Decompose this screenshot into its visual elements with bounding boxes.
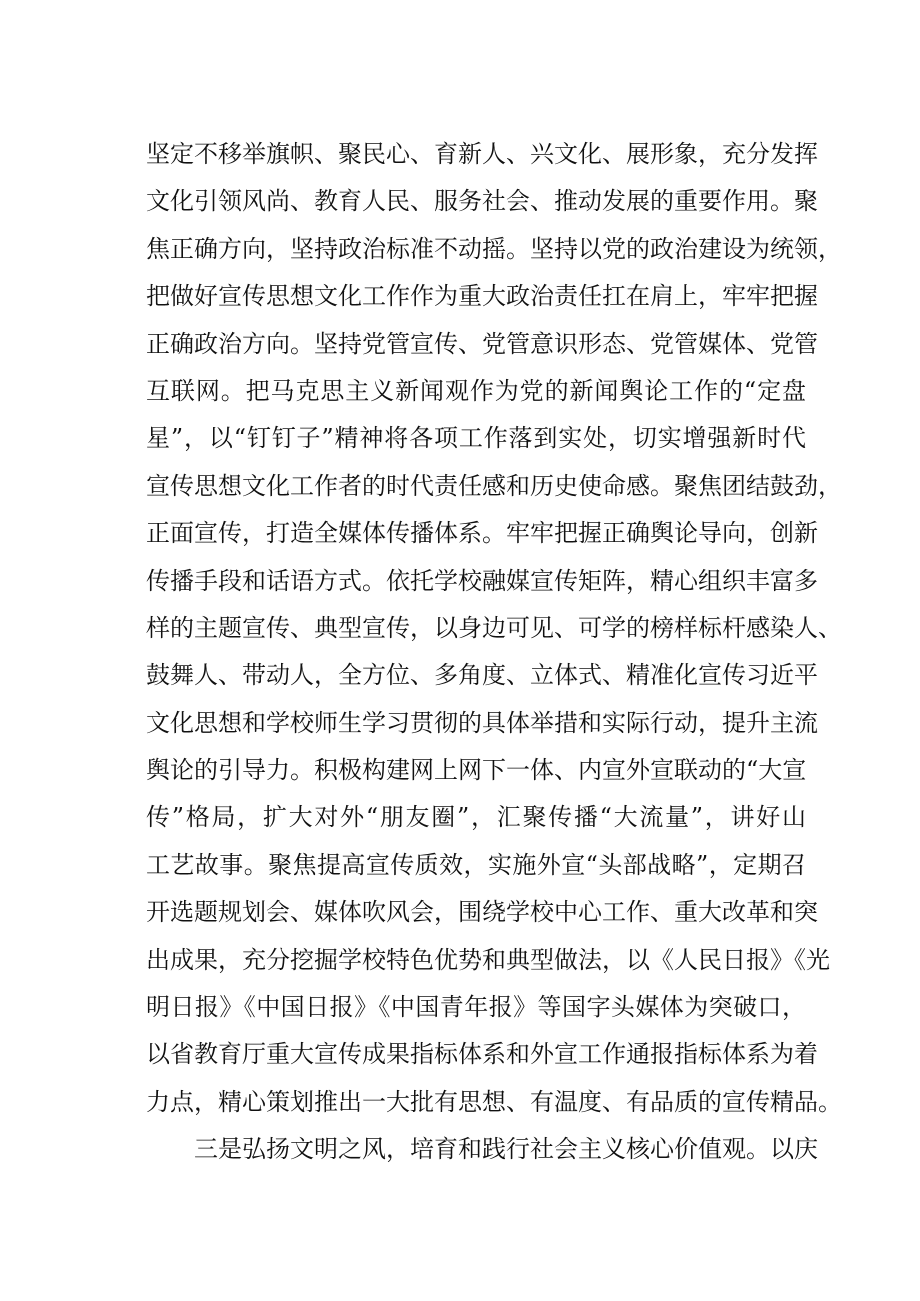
text-line: 坚定不移举旗帜、聚民心、育新人、兴文化、展形象，充分发挥	[146, 140, 818, 168]
text-line: 文化引领风尚、教育人民、服务社会、推动发展的重要作用。聚	[146, 187, 818, 216]
text-line: 开选题规划会、媒体吹风会，围绕学校中心工作、重大改革和突	[146, 898, 818, 927]
text-line: 传”格局，扩大对外“朋友圈”，汇聚传播“大流量”，讲好山	[146, 803, 806, 832]
text-line: 正面宣传，打造全媒体传播体系。牢牢把握正确舆论导向，创新	[146, 519, 818, 548]
text-line: 出成果，充分挖掘学校特色优势和典型做法，以《人民日报》《光	[146, 945, 830, 974]
text-line: 样的主题宣传、典型宣传，以身边可见、可学的榜样标杆感染人、	[146, 613, 842, 642]
text-line: 以省教育厅重大宣传成果指标体系和外宣工作通报指标体系为着	[146, 1040, 818, 1069]
text-line: 工艺故事。聚焦提高宣传质效，实施外宣“头部战略”，定期召	[146, 850, 806, 879]
text-line: 鼓舞人、带动人，全方位、多角度、立体式、精准化宣传习近平	[146, 661, 818, 690]
text-line: 文化思想和学校师生学习贯彻的具体举措和实际行动，提升主流	[146, 708, 818, 737]
paragraph-start-line: 三是弘扬文明之风，培育和践行社会主义核心价值观。以庆	[194, 1135, 818, 1164]
text-line: 正确政治方向。坚持党管宣传、党管意识形态、党管媒体、党管	[146, 329, 818, 358]
text-line: 舆论的引导力。积极构建网上网下一体、内宣外宣联动的“大宣	[146, 756, 807, 785]
text-line: 星”，以“钉钉子”精神将各项工作落到实处，切实增强新时代	[146, 424, 806, 453]
text-line: 力点，精心策划推出一大批有思想、有温度、有品质的宣传精品。	[146, 1087, 842, 1116]
text-line: 宣传思想文化工作者的时代责任感和历史使命感。聚焦团结鼓劲，	[146, 471, 842, 500]
text-line: 把做好宣传思想文化工作作为重大政治责任扛在肩上，牢牢把握	[146, 282, 818, 311]
text-line: 焦正确方向，坚持政治标准不动摇。坚持以党的政治建设为统领，	[146, 234, 842, 263]
text-line: 传播手段和话语方式。依托学校融媒宣传矩阵，精心组织丰富多	[146, 566, 818, 595]
text-line: 明日报》《中国日报》《中国青年报》等国字头媒体为突破口，	[146, 993, 806, 1022]
body-text	[146, 131, 842, 1174]
text-line: 互联网。把马克思主义新闻观作为党的新闻舆论工作的“定盘	[146, 376, 806, 405]
